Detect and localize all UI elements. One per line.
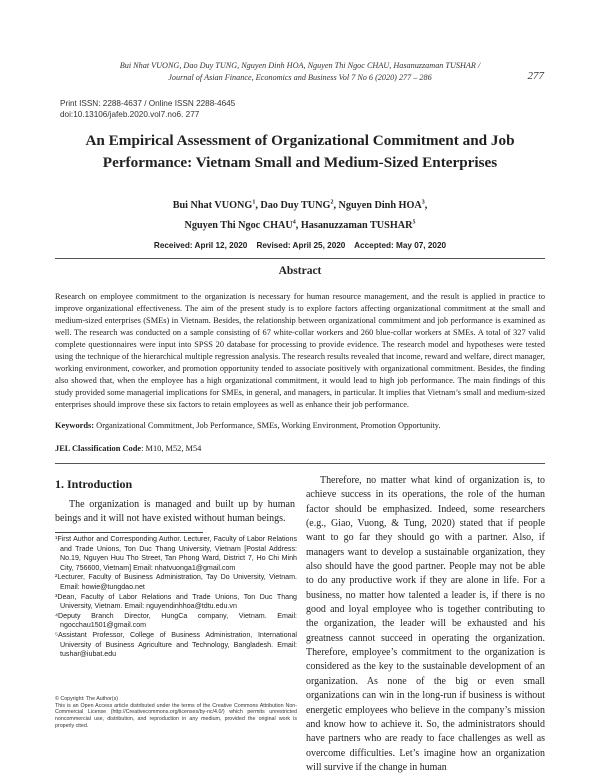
author-line-1: Bui Nhat VUONG$^1$, Dao Duy TUNG$^2$, Nguyen Dinh HOA$^3$, — [172, 199, 428, 211]
author-list — [60, 196, 540, 236]
jel-label: JEL Classification Code — [55, 444, 142, 453]
copyright-notice — [55, 696, 297, 730]
jel-codes — [55, 443, 545, 455]
footnotes — [55, 535, 297, 660]
paper-title — [60, 130, 540, 174]
running-head-authors: Bui Nhat VUONG, Dao Duy TUNG, Nguyen Dinh HOA, Nguyen Thi Ngoc CHAU, Hasanuzzaman TUSHAR / — [119, 61, 481, 70]
page-number: 277 — [527, 70, 544, 82]
keywords — [55, 420, 545, 432]
title-line-1: An Empirical Assessment of Organizational Commitment and Job — [85, 132, 515, 149]
license-text: This is an Open Access article distributed under the terms of the Creative Commons Attribution Non-Commercial License (http://Creativecommons.org/licenses/by-nc/4.0/) which permits unrestricted noncommercial use, distribution, and reproduction in any medium, provided the original work is properly cited. — [55, 702, 297, 729]
author-name: Hasanuzzaman TUSHAR — [300, 220, 413, 231]
doi-line: doi:10.13106/jafeb.2020.vol7.no6. 277 — [60, 110, 200, 119]
footnote-2: ²Lecturer, Faculty of Business Administration, Tay Do University, Vietnam. Email: howie@tungdao.net — [55, 573, 297, 591]
author-affiliation-mark: 3 — [421, 199, 425, 206]
introduction-right-column: Therefore, no matter what kind of organization is, to achieve success in its operations, the role of the human factor should be emphasized. Indeed, some researchers (e.g., Giao, Vuong, & Tung, 2020) stated that if people want to go far they should go with a partner. Also, if managers want to develop a sustainable organization, they also should have the good partner. People may not be able to do any productive work if they are alone in life. For a business, no matter how talented a leader is, if there is no good and loyal employee who is together contributing to the organization, the leader will be exhausted and his greatness cannot succeed in operating the organization. Therefore, employee’s commitment to the organization is considered as the key to the sustainable development of an organization. As none of the big or even small organizations can win in the long-run if business is without energetic employees who believe in the company’s mission and know how to achieve it. So, the administrators should have partners who are ready to face challenges as well as overcome difficulties. Let’s imagine how an organization will survive if the change in human — [306, 475, 545, 773]
keywords-label: Keywords: — [55, 421, 95, 430]
introduction-paragraph: The organization is managed and built up by human beings and it will not have existed without human beings. — [55, 499, 295, 524]
submission-dates: Received: April 12, 2020 Revised: April 25, 2020 Accepted: May 07, 2020 — [153, 241, 447, 250]
footnote-5: ⁵Assistant Professor, College of Business Administration, International University of Business Agriculture and Technology, Bangladesh. Email: tushar@iubat.edu — [55, 630, 297, 659]
keywords-value: Organizational Commitment, Job Performance, SMEs, Working Environment, Promotion Opportunity. — [96, 421, 441, 430]
running-head — [60, 60, 540, 84]
running-head-journal: Journal of Asian Finance, Economics and Business Vol 7 No 6 (2020) 277 – 286 — [168, 73, 432, 82]
author-name: Bui Nhat VUONG — [172, 200, 253, 211]
author-name: Nguyen Thi Ngoc CHAU — [184, 220, 293, 231]
issn-line: Print ISSN: 2288-4637 / Online ISSN 2288-4645 — [60, 99, 236, 108]
footnote-3: ³Dean, Faculty of Labor Relations and Trade Unions, Ton Duc Thang University, Vietnam. Email: nguyendinhhoa@tdtu.edu.vn — [55, 592, 297, 611]
author-affiliation-mark: 5 — [412, 219, 416, 226]
divider-bottom — [55, 463, 545, 464]
copyright-line: © Copyright: The Author(s) — [55, 696, 118, 702]
section-heading-introduction: 1. Introduction — [55, 477, 133, 491]
author-affiliation-mark: 1 — [252, 199, 256, 206]
footnote-4: ⁴Deputy Branch Director, HungCa company, Vietnam. Email: ngocchau1501@gmail.com — [55, 611, 297, 630]
abstract-heading: Abstract — [278, 265, 322, 277]
footnote-1: ¹First Author and Corresponding Author. Lecturer, Faculty of Labor Relations and Trade Unions, Ton Duc Thang University, Vietnam [Postal Address: No.19, Nguyen Huu Tho Street, Tan Phong Ward, District 7, Ho Chi Minh City, 756600, Vietnam] Email: nhatvuongа1@gmail.com — [55, 535, 297, 572]
author-name: Dao Duy TUNG — [260, 200, 331, 211]
author-affiliation-mark: 4 — [292, 219, 296, 226]
issn-block — [60, 98, 235, 120]
author-affiliation-mark: 2 — [330, 199, 334, 206]
footnote-divider — [55, 532, 203, 533]
title-line-2: Performance: Vietnam Small and Medium-Sized Enterprises — [102, 154, 498, 171]
jel-value: : M10, M52, M54 — [141, 444, 202, 453]
author-name: Nguyen Dinh HOA — [338, 200, 422, 211]
author-line-2: Nguyen Thi Ngoc CHAU$^4$, Hasanuzzaman TUSHAR$^5$ — [184, 219, 416, 231]
divider-top — [55, 258, 545, 259]
abstract-body: Research on employee commitment to the organization is necessary for human resource management, and the result is applied in practice to improve organizational effectiveness. The aim of the present study is to explore factors affecting organizational commitment at the small and medium-sized enterprises (SMEs) in Vietnam. Besides, the relationship between organizational commitment and job performance is examined as well. The research was conducted on a sample consisting of 67 white-collar workers and 260 blue-collar workers at SMEs. A total of 327 valid complete questionnaires were input into SPSS 20 database for processing to provide evidence. The research model and hypotheses were tested using the technique of the hierarchical multiple regression analysis. The research results revealed that income, reward and welfare, direct manager, working environment, coworker, and promotion opportunity tended to associate positively with organizational commitment. Besides, the finding also showed that, when the employee has a high organizational commitment, it would lead to high job performance. The main findings of this study provided some managerial implications for SMEs, in general, and managers, in particular. It implies that Vietnam’s small and medium-sized enterprises should improve these six factors to retain employees as well as enhance their job performance. — [55, 292, 545, 409]
